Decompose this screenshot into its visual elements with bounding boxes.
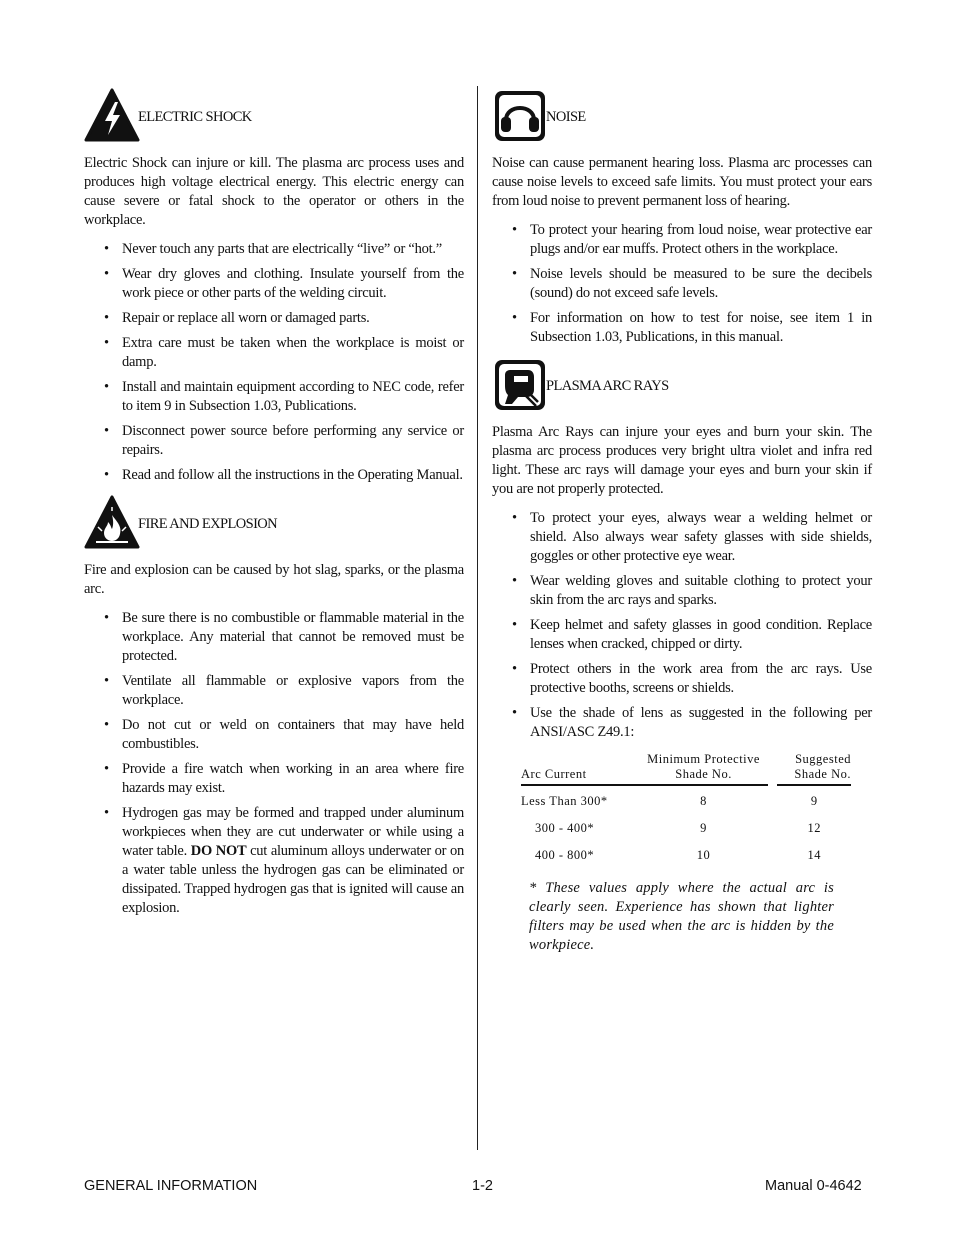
list-item: • Disconnect power source before performing any service or repairs. — [84, 422, 464, 460]
list-item: • Use the shade of lens as suggested in the following per ANSI/ASC Z49.1: — [492, 704, 872, 742]
section-title: FIRE AND EXPLOSION — [138, 516, 278, 532]
table-row — [521, 813, 851, 840]
table-row — [521, 785, 851, 813]
plasma-arc-rays-heading — [492, 357, 872, 413]
table-footnote: * These values apply where the actual arc is clearly seen. Experience has shown that lighter filters may be used when the arc is hidden by the workpiece. — [529, 880, 834, 953]
list-item-text: cut aluminum alloys underwater or on a water table unless the hydrogen gas can be eliminated or dissipated. Trapped hydrogen gas that is ignited will cause an explosion. — [122, 843, 464, 916]
noise-heading — [492, 88, 872, 144]
column-header-suggested-shade: Suggested Shade No. — [777, 752, 851, 785]
fire-explosion-list — [84, 609, 464, 918]
list-item: • For information on how to test for noise, see item 1 in Subsection 1.03, Publications, in this manual. — [492, 309, 872, 347]
section-title: ELECTRIC SHOCK — [138, 109, 252, 125]
left-column — [84, 88, 464, 928]
right-column — [492, 88, 872, 955]
list-item: • Be sure there is no combustible or flammable material in the workplace. Any material that cannot be removed must be protected. — [84, 609, 464, 666]
fire-explosion-intro: Fire and explosion can be caused by hot slag, sparks, or the plasma arc. — [84, 562, 464, 597]
noise-list — [492, 221, 872, 347]
electric-shock-heading — [84, 88, 464, 144]
welding-helmet-icon — [492, 357, 548, 413]
table-cell: 12 — [807, 821, 821, 835]
list-item: • Install and maintain equipment according to NEC code, refer to item 9 in Subsection 1.03, Publications. — [84, 378, 464, 416]
noise-intro: Noise can cause permanent hearing loss. Plasma arc processes can cause noise levels to exceed safe limits. You must protect your ears from loud noise to prevent permanent loss of hearing. — [492, 155, 872, 209]
list-item: • Read and follow all the instructions in the Operating Manual. — [84, 466, 464, 485]
list-item — [84, 804, 464, 918]
list-item: • Extra care must be taken when the workplace is moist or damp. — [84, 334, 464, 372]
table-cell: 9 — [700, 821, 707, 835]
column-header-arc-current: Arc Current — [521, 752, 639, 785]
column-divider — [477, 86, 478, 1150]
list-item: • Provide a fire watch when working in an area where fire hazards may exist. — [84, 760, 464, 798]
table-row — [521, 840, 851, 867]
list-item: • To protect your hearing from loud noise, wear protective ear plugs and/or ear muffs. Protect others in the workplace. — [492, 221, 872, 259]
table-cell: 300 - 400* — [535, 821, 595, 835]
table-cell: 14 — [807, 848, 821, 862]
table-cell: 400 - 800* — [535, 848, 595, 862]
list-item: • Noise levels should be measured to be sure the decibels (sound) do not exceed safe levels. — [492, 265, 872, 303]
list-item: • Do not cut or weld on containers that may have held combustibles. — [84, 716, 464, 754]
section-title: PLASMA ARC RAYS — [546, 378, 669, 394]
list-item-text: Hydrogen gas may be formed and trapped under aluminum workpieces when they are cut underwater or while using a water table. — [122, 805, 464, 859]
plasma-arc-rays-list — [492, 509, 872, 742]
warning-emphasis: DO NOT — [190, 843, 247, 859]
ear-muffs-icon — [492, 88, 548, 144]
column-header-minimum-shade: Minimum Protective Shade No. — [639, 752, 768, 785]
list-item: • Wear welding gloves and suitable clothing to protect your skin from the arc rays and sparks. — [492, 572, 872, 610]
list-item: • Wear dry gloves and clothing. Insulate yourself from the work piece or other parts of the welding circuit. — [84, 265, 464, 303]
list-item: • Never touch any parts that are electrically “live” or “hot.” — [84, 240, 464, 259]
list-item: • Ventilate all flammable or explosive vapors from the workplace. — [84, 672, 464, 710]
section-title: NOISE — [546, 109, 586, 125]
lens-shade-table — [521, 752, 851, 867]
electric-shock-warning-icon — [84, 88, 140, 144]
table-cell: 8 — [700, 794, 707, 808]
plasma-arc-rays-intro: Plasma Arc Rays can injure your eyes and burn your skin. The plasma arc process produces very bright ultra violet and infra red light. These arc rays will damage your eyes and burn your skin if you are not properly protected. — [492, 424, 872, 497]
list-item: • Repair or replace all worn or damaged parts. — [84, 309, 464, 328]
electric-shock-intro: Electric Shock can injure or kill. The plasma arc process uses and produces high voltage electrical energy. This electric energy can cause severe or fatal shock to the operator or others in the workplace. — [84, 155, 464, 228]
electric-shock-list — [84, 240, 464, 485]
fire-explosion-heading — [84, 495, 464, 551]
table-cell: Less Than 300* — [521, 794, 608, 808]
table-cell: 10 — [696, 848, 711, 862]
list-item: • Protect others in the work area from the arc rays. Use protective booths, screens or shields. — [492, 660, 872, 698]
list-item: • Keep helmet and safety glasses in good condition. Replace lenses when cracked, chipped or dirty. — [492, 616, 872, 654]
fire-warning-icon — [84, 495, 140, 551]
table-cell: 9 — [810, 794, 818, 808]
footer-section-name: GENERAL INFORMATION — [84, 1178, 258, 1194]
header-gap — [768, 752, 777, 785]
list-item: • To protect your eyes, always wear a welding helmet or shield. Also always wear safety glasses with side shields, goggles or other protective eye wear. — [492, 509, 872, 566]
table-header-row — [521, 752, 851, 785]
footer-manual-number: Manual 0-4642 — [765, 1178, 862, 1194]
footer-page-number: 1-2 — [472, 1178, 493, 1194]
